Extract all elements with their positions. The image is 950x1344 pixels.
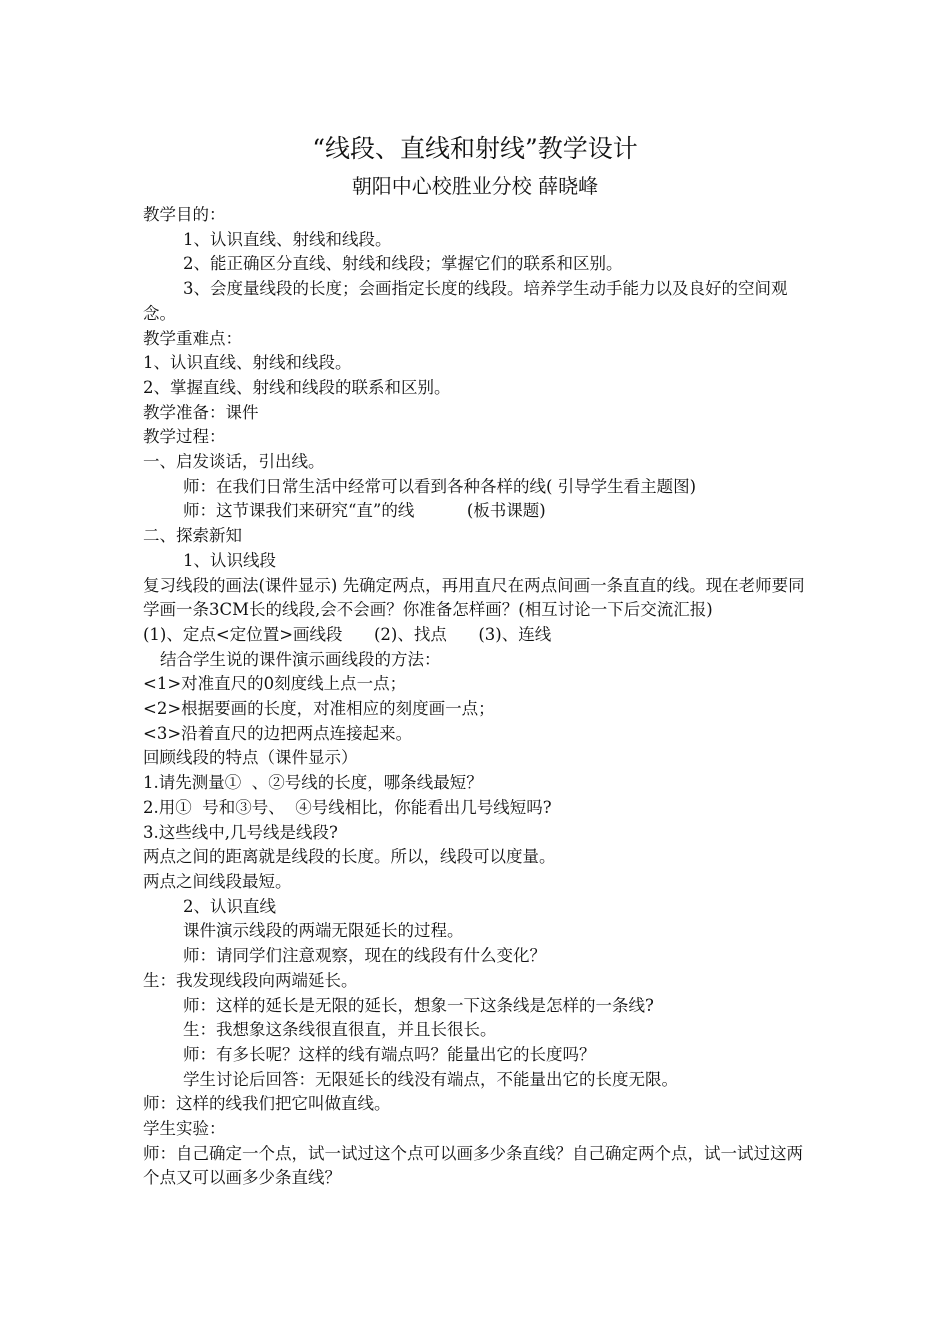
paragraph-line: 两点之间线段最短。	[143, 871, 292, 891]
paragraph-line: 师：这节课我们来研究“直”的线 (板书课题)	[183, 501, 546, 521]
paragraph-line: 3、会度量线段的长度；会画指定长度的线段。培养学生动手能力以及良好的空间观念。	[143, 279, 788, 323]
paragraph-line: 教学准备：课件	[143, 402, 259, 422]
paragraph-line: 1.请先测量① 、②号线的长度，哪条线最短？	[143, 773, 483, 793]
paragraph-line: 3.这些线中,几号线是线段?	[143, 822, 338, 842]
paragraph-line: 二、探索新知	[143, 526, 242, 546]
paragraph-line: 1、认识线段	[183, 550, 276, 570]
paragraph-line: 教学目的：	[143, 205, 226, 224]
paragraph-line: 教学过程：	[143, 427, 226, 447]
paragraph-line: 师：在我们日常生活中经常可以看到各种各样的线( 引导学生看主题图)	[183, 476, 697, 496]
paragraph-line: 2.用① 号和③号、 ④号线相比，你能看出几号线短吗?	[143, 797, 552, 817]
paragraph-line: 师：这样的线我们把它叫做直线。	[143, 1094, 391, 1114]
paragraph-line: <2>根据要画的长度，对准相应的刻度画一点；	[143, 699, 495, 719]
paragraph-line: 生：我想象这条线很直很直，并且长很长。	[183, 1020, 497, 1040]
paragraph-line: (1)、定点<定位置>画线段 (2)、找点 (3)、连线	[143, 624, 552, 644]
paragraph-line: 结合学生说的课件演示画线段的方法：	[160, 649, 441, 669]
paragraph-line: 2、掌握直线、射线和线段的联系和区别。	[143, 377, 451, 397]
paragraph-line: 生：我发现线段向两端延长。	[143, 970, 358, 990]
paragraph-line: 1、认识直线、射线和线段。	[143, 353, 352, 373]
paragraph-line: 师：请同学们注意观察，现在的线段有什么变化？	[183, 946, 546, 966]
paragraph-line: 课件演示线段的两端无限延长的过程。	[183, 921, 464, 941]
paragraph-line: 2、认识直线	[183, 896, 276, 916]
paragraph-line: 两点之间的距离就是线段的长度。所以，线段可以度量。	[143, 847, 556, 867]
paragraph-line: 师：有多长呢？这样的线有端点吗？能量出它的长度吗？	[183, 1044, 596, 1064]
paragraph-line: 回顾线段的特点（课件显示）	[143, 748, 358, 768]
paragraph-line: 1、认识直线、射线和线段。	[183, 229, 392, 249]
paragraph-line: 复习线段的画法(课件显示) 先确定两点，再用直尺在两点间画一条直直的线。现在老师要同学画一条3CM长的线段,会不会画？你准备怎样画？(相互讨论一下后交流汇报)	[143, 575, 805, 620]
paragraph-line: <3>沿着直尺的边把两点连接起来。	[143, 723, 413, 743]
paragraph-line: 2、能正确区分直线、射线和线段；掌握它们的联系和区别。	[183, 254, 623, 274]
paragraph-line: 师：这样的延长是无限的延长，想象一下这条线是怎样的一条线?	[183, 995, 654, 1015]
paragraph-line: 教学重难点：	[143, 328, 242, 348]
paragraph-line: 学生实验：	[143, 1119, 226, 1139]
paragraph-line: 学生讨论后回答：无限延长的线没有端点，不能量出它的长度无限。	[183, 1069, 678, 1089]
paragraph-line: 一、启发谈话，引出线。	[143, 452, 325, 472]
paragraph-line: 师：自己确定一个点，试一试过这个点可以画多少条直线？自己确定两个点，试一试过这两个点又可以画多少条直线？	[143, 1143, 803, 1188]
document-body	[143, 203, 811, 1191]
document-author: 朝阳中心校胜业分校 薛晓峰	[351, 174, 599, 198]
document-title: “线段、直线和射线”教学设计	[312, 134, 638, 163]
paragraph-line: <1>对准直尺的0刻度线上点一点；	[143, 674, 407, 694]
